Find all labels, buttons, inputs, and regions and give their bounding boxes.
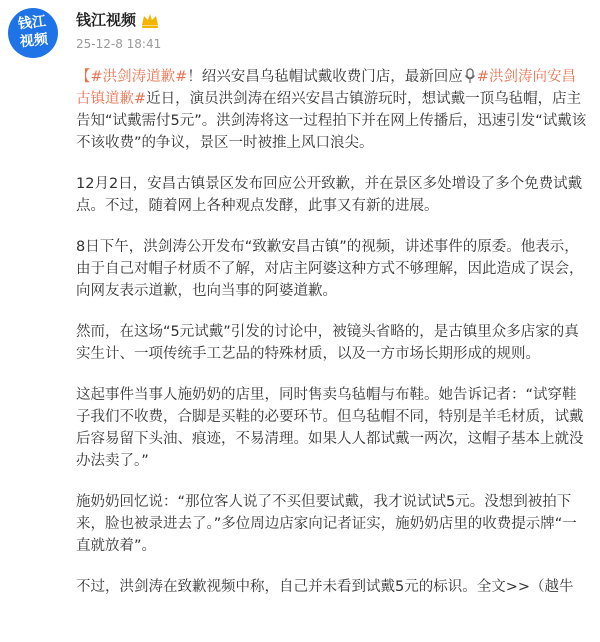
avatar-logo-text [8, 11, 58, 52]
avatar[interactable] [8, 8, 58, 58]
paragraph-4: 然而，在这场“5元试戴”引发的讨论中，被镜头省略的，是古镇里众多店家的真实生计、一项传统手工艺品的特殊材质，以及一方市场长期形成的规则。 [76, 324, 579, 362]
paragraph-7 [76, 576, 590, 598]
avatar-text-line2: 视频 [19, 31, 49, 51]
paragraph-7-text: 不过，洪剑涛在致歉视频中称，自己并未看到试戴5元的标识。 [76, 579, 477, 595]
avatar-text-line1: 钱江 [17, 13, 47, 33]
full-text-link[interactable]: 全文>> [476, 579, 531, 595]
topic-tag-apology[interactable]: 【#洪剑涛道歉# [76, 69, 188, 85]
paragraph-5: 这起事件当事人施奶奶的店里，同时售卖乌毡帽与布鞋。她告诉记者：“试穿鞋子我们不收费，合脚是买鞋的必要环节。但乌毡帽不同，特别是羊毛材质，试戴后容易留下头油、痕迹，不易清理。如果人人都试戴一两次，这帽子基本上就没办法卖了。” [76, 387, 584, 469]
author-credit: （越牛 [530, 579, 574, 595]
paragraph-2: 12月2日，安昌古镇景区发布回应公开致歉，并在景区多处增设了多个免费试戴点。不过，随着网上各种观点发酵，此事又有新的进展。 [76, 176, 583, 214]
paragraph-1-headline: ！绍兴安昌乌毡帽试戴收费门店，最新回应 [187, 69, 463, 85]
post-time: 25-12-8 18:41 [76, 37, 162, 51]
post-content [76, 66, 590, 617]
microphone-icon [464, 68, 476, 84]
paragraph-1-body: 近日，演员洪剑涛在绍兴安昌古镇游玩时，想试戴一顶乌毡帽，店主告知“试戴需付5元”。洪剑涛将这一过程拍下并在网上传播后，迅速引发“试戴该不该收费”的争议，景区一时被推上风口浪尖。 [76, 91, 587, 151]
post-header [0, 0, 600, 64]
topic-tag-anchang[interactable]: #洪剑涛向安昌古镇道歉# [76, 69, 576, 107]
paragraph-1 [76, 66, 590, 154]
paragraph-3: 8日下午，洪剑涛公开发布“致歉安昌古镇”的视频，讲述事件的原委。他表示，由于自己对帽子材质不了解，对店主阿婆这种方式不够理解，因此造成了误会，向网友表示道歉，也向当事的阿婆道歉。 [76, 239, 584, 299]
verified-badge-icon [140, 11, 160, 29]
paragraph-6: 施奶奶回忆说：“那位客人说了不买但要试戴，我才说试试5元。没想到被拍下来，脸也被录进去了。”多位周边店家向记者证实，施奶奶店里的收费提示牌“一直就放着”。 [76, 494, 577, 554]
account-name[interactable]: 钱江视频 [76, 11, 137, 29]
